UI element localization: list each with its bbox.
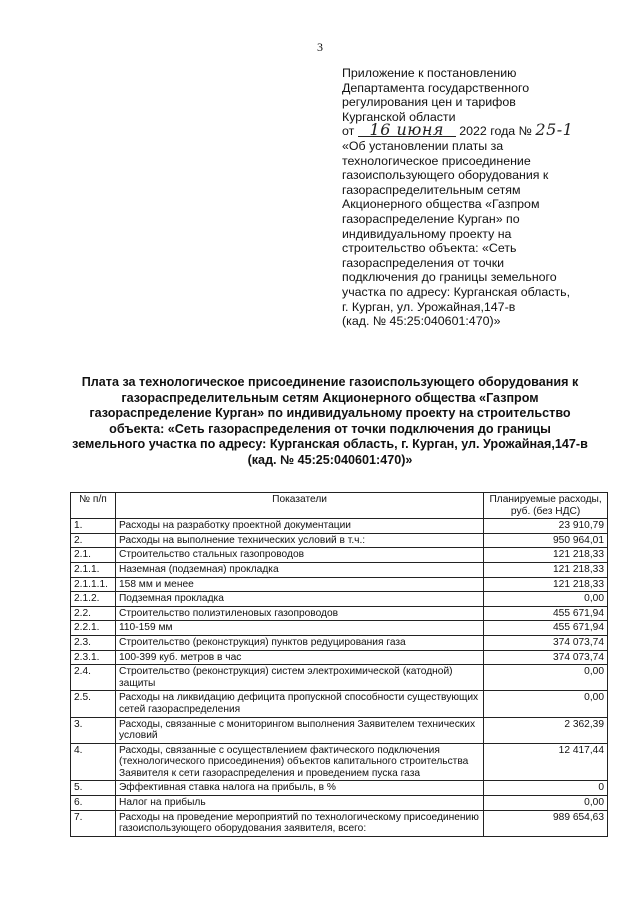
fee-table [70,492,608,837]
appendix-subject-line: г. Курган, ул. Урожайная,147-в [342,299,516,314]
row-indicator: Расходы, связанные с осуществлением фактического подключения (технологического присоединения) объектов капитального строительства Заявителя к сети газораспределения и проведением пуска газа [115,743,483,781]
table-header-row [71,493,608,519]
row-value: 950 964,01 [484,533,608,548]
row-value: 374 073,74 [484,635,608,650]
appendix-date-line [342,120,612,140]
table-row [71,796,608,811]
title-line: Плата за технологическое присоединение газоиспользующего оборудования к [81,375,579,389]
appendix-subject-line: газораспределение Курган» по [342,211,520,226]
row-number: 5. [71,781,116,796]
row-indicator: 158 мм и менее [115,577,483,592]
row-indicator: Наземная (подземная) прокладка [115,562,483,577]
row-value: 455 671,94 [484,621,608,636]
row-number: 1. [71,519,116,534]
row-indicator: Налог на прибыль [115,796,483,811]
row-value: 0,00 [484,796,608,811]
appendix-subject-line: «Об установлении платы за [342,138,504,153]
table-row [71,691,608,717]
row-value: 0,00 [484,592,608,607]
title-line: (кад. № 45:25:040601:470)» [247,452,413,467]
appendix-line: Курганской области [342,109,456,124]
row-indicator: 110-159 мм [115,621,483,636]
date-year: 2022 года № [459,124,532,139]
appendix-block [342,66,612,329]
appendix-line: регулирования цен и тарифов [342,95,516,110]
appendix-subject-line: подключения до границы земельного [342,270,557,285]
row-number: 2.1.1. [71,562,116,577]
row-number: 7. [71,810,116,836]
row-value: 2 362,39 [484,717,608,743]
appendix-subject-line: (кад. № 45:25:040601:470)» [342,314,501,329]
row-indicator: Расходы на проведение мероприятий по технологическому присоединению газоиспользующего оборудования заявителя, всего: [115,810,483,836]
table-row [71,548,608,563]
row-indicator: Строительство (реконструкция) систем электрохимической (катодной) защиты [115,665,483,691]
appendix-subject-line: газораспределительным сетям [342,182,521,197]
row-value: 121 218,33 [484,548,608,563]
row-value: 374 073,74 [484,650,608,665]
table-row [71,577,608,592]
table-row [71,533,608,548]
row-indicator: Расходы на выполнение технических условий в т.ч.: [115,533,483,548]
appendix-subject [342,139,612,329]
table-row [71,606,608,621]
table-row [71,592,608,607]
row-value: 989 654,63 [484,810,608,836]
row-value: 455 671,94 [484,606,608,621]
row-indicator: Расходы, связанные с мониторингом выполнения Заявителем технических условий [115,717,483,743]
row-number: 6. [71,796,116,811]
row-value: 0,00 [484,691,608,717]
row-indicator: Эффективная ставка налога на прибыль, в % [115,781,483,796]
table-body [71,519,608,837]
row-number: 2.2.1. [71,621,116,636]
row-number: 2.4. [71,665,116,691]
row-number: 2.1. [71,548,116,563]
row-number: 2.3. [71,635,116,650]
appendix-subject-line: газоиспользующего оборудования к [342,168,549,183]
table-row [71,562,608,577]
row-value: 12 417,44 [484,743,608,781]
row-value: 121 218,33 [484,577,608,592]
row-value: 0 [484,781,608,796]
table-row [71,665,608,691]
appendix-subject-line: участка по адресу: Курганская область, [342,284,571,299]
table-row [71,717,608,743]
row-indicator: Расходы на разработку проектной документации [115,519,483,534]
appendix-line: Приложение к постановлению [342,66,517,80]
header-planned-costs: Планируемые расходы, руб. (без НДС) [484,493,608,519]
row-indicator: Строительство (реконструкция) пунктов редуцирования газа [115,635,483,650]
appendix-subject-line: Акционерного общества «Газпром [342,197,540,212]
row-number: 2.3.1. [71,650,116,665]
row-indicator: 100-399 куб. метров в час [115,650,483,665]
appendix-subject-line: газораспределения от точки [342,255,505,270]
header-num: № п/п [71,493,116,519]
row-value: 121 218,33 [484,562,608,577]
date-prefix: от [342,124,355,139]
table-row [71,810,608,836]
page-number: 3 [317,40,323,54]
table-row [71,519,608,534]
handwritten-date: 16 июня [358,124,456,137]
row-indicator: Подземная прокладка [115,592,483,607]
title-line: газораспределение Курган» по индивидуальному проекту на строительство [89,406,571,420]
table-row [71,635,608,650]
row-number: 2.5. [71,691,116,717]
appendix-subject-line: технологическое присоединение [342,153,531,168]
document-title [40,375,620,468]
row-number: 4. [71,743,116,781]
row-number: 2. [71,533,116,548]
handwritten-number: 25-1 [535,120,574,140]
row-indicator: Расходы на ликвидацию дефицита пропускной способности существующих сетей газораспределения [115,691,483,717]
row-indicator: Строительство стальных газопроводов [115,548,483,563]
row-number: 2.1.2. [71,592,116,607]
row-number: 3. [71,717,116,743]
appendix-line: Департамента государственного [342,80,530,95]
appendix-subject-line: строительство объекта: «Сеть [342,241,517,256]
row-value: 23 910,79 [484,519,608,534]
appendix-subject-line: индивидуальному проекту на [342,226,512,241]
table-row [71,781,608,796]
row-value: 0,00 [484,665,608,691]
table-row [71,621,608,636]
row-indicator: Строительство полиэтиленовых газопроводов [115,606,483,621]
row-number: 2.1.1.1. [71,577,116,592]
header-indicators: Показатели [115,493,483,519]
table-row [71,650,608,665]
title-line: земельного участка по адресу: Курганская область, г. Курган, ул. Урожайная,147-в [72,437,588,451]
title-line: объекта: «Сеть газораспределения от точки подключения до границы [109,421,551,436]
row-number: 2.2. [71,606,116,621]
title-line: газораспределительным сетям Акционерного общества «Газпром [121,390,539,405]
table-row [71,743,608,781]
